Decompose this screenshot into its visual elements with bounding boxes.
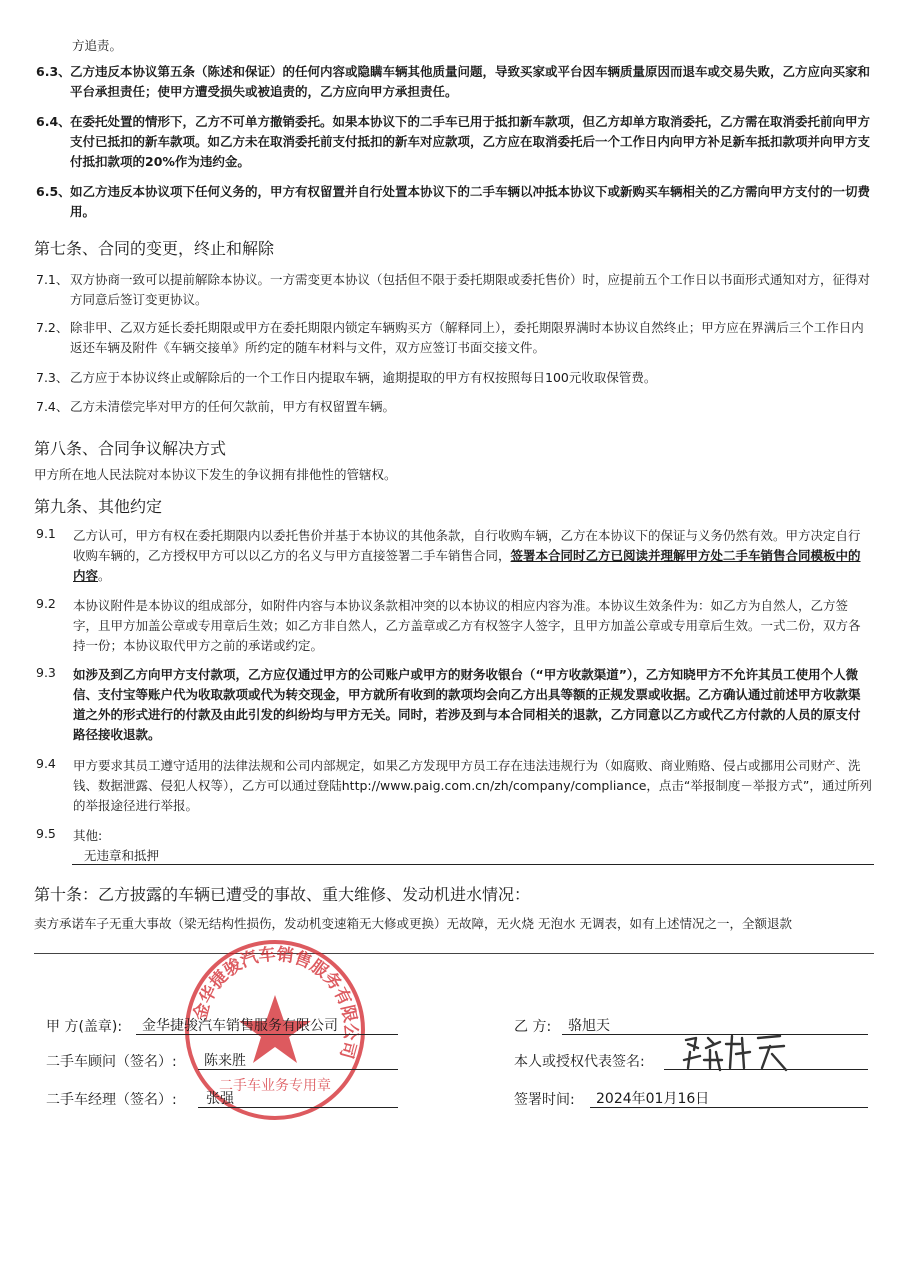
section-8-text: 甲方所在地人民法院对本协议下发生的争议拥有排他性的管辖权。 (34, 467, 397, 482)
clause-9-2 (36, 596, 872, 656)
clause-text (73, 526, 872, 586)
clause-text: 本协议附件是本协议的组成部分，如附件内容与本协议条款相冲突的以本协议的相应内容为准。本协议生效条件为：如乙方为自然人，乙方签字，且甲方加盖公章或专用章后生效；如乙方非自然人，乙方盖章或乙方有权签字人签字，且甲方加盖公章或专用章后生效。一式二份，双方各持一份；本协议取代甲方之前的承诺或约定。 (73, 598, 861, 653)
clause-7-3 (36, 368, 872, 388)
manager-value: 张强 (206, 1091, 234, 1107)
clause-6-3 (36, 62, 872, 102)
clause-number: 9.2 (36, 596, 56, 611)
clause-number: 7.4、 (36, 399, 69, 414)
consultant-label: 二手车顾问（签名）: (46, 1054, 177, 1070)
section-8-heading: 第八条、合同争议解决方式 (34, 439, 227, 458)
clause-number: 6.3、 (36, 64, 71, 79)
clause-6-5 (36, 182, 872, 222)
section-10-underline (34, 953, 874, 954)
clause-number: 9.1 (36, 526, 56, 541)
clause-text: 在委托处置的情形下，乙方不可单方撤销委托。如果本协议下的二手车已用于抵扣新车款项，但乙方却单方取消委托，乙方需在取消委托前向甲方支付已抵扣的新车款项。如乙方未在取消委托前支付抵扣的新车对应款项，乙方应在取消委托后一个工作日内向甲方补足新车抵扣款项并向甲方支付抵扣款项的20%作为违约金。 (70, 114, 871, 169)
clause-9-1 (36, 526, 872, 586)
clause-number: 9.4 (36, 756, 56, 771)
manager-label: 二手车经理（签名）: (46, 1092, 177, 1108)
clause-text: 如涉及到乙方向甲方支付款项，乙方应仅通过甲方的公司账户或甲方的财务收银台（“甲方收款渠道”），乙方知晓甲方不允许其员工使用个人微信、支付宝等账户代为收取款项或代为转交现金，甲方就所有收到的款项均会向乙方出具等额的正规发票或收据。乙方确认通过前述甲方收款渠道之外的形式进行的付款及由此引发的纠纷均与甲方无关。同时，若涉及到与本合同相关的退款，乙方同意以乙方或代乙方付款的人员的原支付路径接收退款。 (73, 667, 861, 742)
handwritten-signature-strokes (684, 1036, 786, 1070)
section-7-heading: 第七条、合同的变更，终止和解除 (34, 239, 275, 258)
other-terms-field (72, 842, 874, 865)
clause-text: 如乙方违反本协议项下任何义务的，甲方有权留置并自行处置本协议下的二手车辆以冲抵本协议下或新购买车辆相关的乙方需向甲方支付的一切费用。 (70, 184, 871, 219)
manager-field (198, 1085, 398, 1108)
other-terms-value: 无违章和抵押 (84, 848, 160, 863)
consultant-value: 陈来胜 (204, 1053, 246, 1069)
clause-7-1 (36, 270, 872, 310)
continuation-line: 方追责。 (72, 38, 123, 53)
clause-label: 其他: (73, 828, 103, 843)
clause-9-1-emphasis: 签署本合同时乙方已阅读并理解甲方处二手车销售合同模板中的内容 (73, 548, 861, 583)
signing-date-value: 2024年01月16日 (596, 1091, 710, 1107)
clause-text: 乙方违反本协议第五条（陈述和保证）的任何内容或隐瞒车辆其他质量问题，导致买家或平台因车辆质量原因而退车或交易失败，乙方应向买家和平台承担责任；使甲方遭受损失或被追责的，乙方应向甲方承担责任。 (70, 64, 871, 99)
clause-number: 7.3、 (36, 370, 69, 385)
section-10-text: 卖方承诺车子无重大事故（梁无结构性损伤，发动机变速箱无大修或更换）无故障，无火烧 无泡水 无调表，如有上述情况之一，全额退款 (34, 916, 792, 931)
clause-number: 7.1、 (36, 272, 69, 287)
clause-text: 乙方未清偿完毕对甲方的任何欠款前，甲方有权留置车辆。 (70, 399, 396, 414)
clause-text: 乙方应于本协议终止或解除后的一个工作日内提取车辆，逾期提取的甲方有权按照每日100元收取保管费。 (70, 370, 657, 385)
handwritten-signature (680, 1030, 790, 1075)
clause-9-1-tail: 。 (98, 568, 111, 583)
section-9-heading: 第九条、其他约定 (34, 497, 163, 516)
clause-number: 7.2、 (36, 320, 69, 335)
seal-bottom-text: 二手车业务专用章 (219, 1078, 331, 1094)
clause-text: 甲方要求其员工遵守适用的法律法规和公司内部规定，如果乙方发现甲方员工存在违法违规行为（如腐败、商业贿赂、侵占或挪用公司财产、洗钱、数据泄露、侵犯人权等），乙方可以通过登陆http://www.paig.com.cn/zh/company/compliance，点击“举报制度－举报方式”，通过所列的举报途径进行举报。 (73, 758, 872, 813)
clause-number: 9.5 (36, 826, 56, 841)
clause-9-4 (36, 756, 872, 816)
clause-6-4 (36, 112, 872, 172)
party-a-field (136, 1012, 398, 1035)
seal-ring-text: 金华捷骏汽车销售服务有限公司 (190, 944, 361, 1061)
signing-date-field (590, 1085, 868, 1108)
authorized-signer-label: 本人或授权代表签名: (514, 1054, 645, 1070)
party-b-label: 乙 方: (514, 1019, 552, 1035)
party-b-value: 骆旭天 (568, 1018, 610, 1034)
consultant-field (198, 1047, 398, 1070)
clause-number: 6.5、 (36, 184, 71, 199)
clause-7-2 (36, 318, 872, 358)
clause-7-4 (36, 397, 872, 417)
clause-number: 6.4、 (36, 114, 71, 129)
party-a-label: 甲 方(盖章): (46, 1019, 123, 1035)
clause-text: 除非甲、乙双方延长委托期限或甲方在委托期限内锁定车辆购买方（解释同上），委托期限界满时本协议自然终止；甲方应在界满后三个工作日内返还车辆及附件《车辆交接单》所约定的随车材料与文件，双方应签订书面交接文件。 (70, 320, 864, 355)
clause-text: 双方协商一致可以提前解除本协议。一方需变更本协议（包括但不限于委托期限或委托售价）时，应提前五个工作日以书面形式通知对方，征得对方同意后签订变更协议。 (70, 272, 871, 307)
clause-number: 9.3 (36, 665, 56, 680)
clause-9-1-text: 乙方认可，甲方有权在委托期限内以委托售价并基于本协议的其他条款，自行收购车辆，乙方在本协议下的保证与义务仍然有效。甲方决定自行收购车辆的，乙方授权甲方可以以乙方的名义与甲方直接签署二手车销售合同， (73, 528, 861, 563)
party-a-value: 金华捷骏汽车销售服务有限公司 (142, 1018, 338, 1034)
section-10-heading: 第十条：乙方披露的车辆已遭受的事故、重大维修、发动机进水情况： (34, 885, 531, 904)
signing-date-label: 签署时间: (514, 1092, 575, 1108)
clause-9-3 (36, 665, 872, 745)
